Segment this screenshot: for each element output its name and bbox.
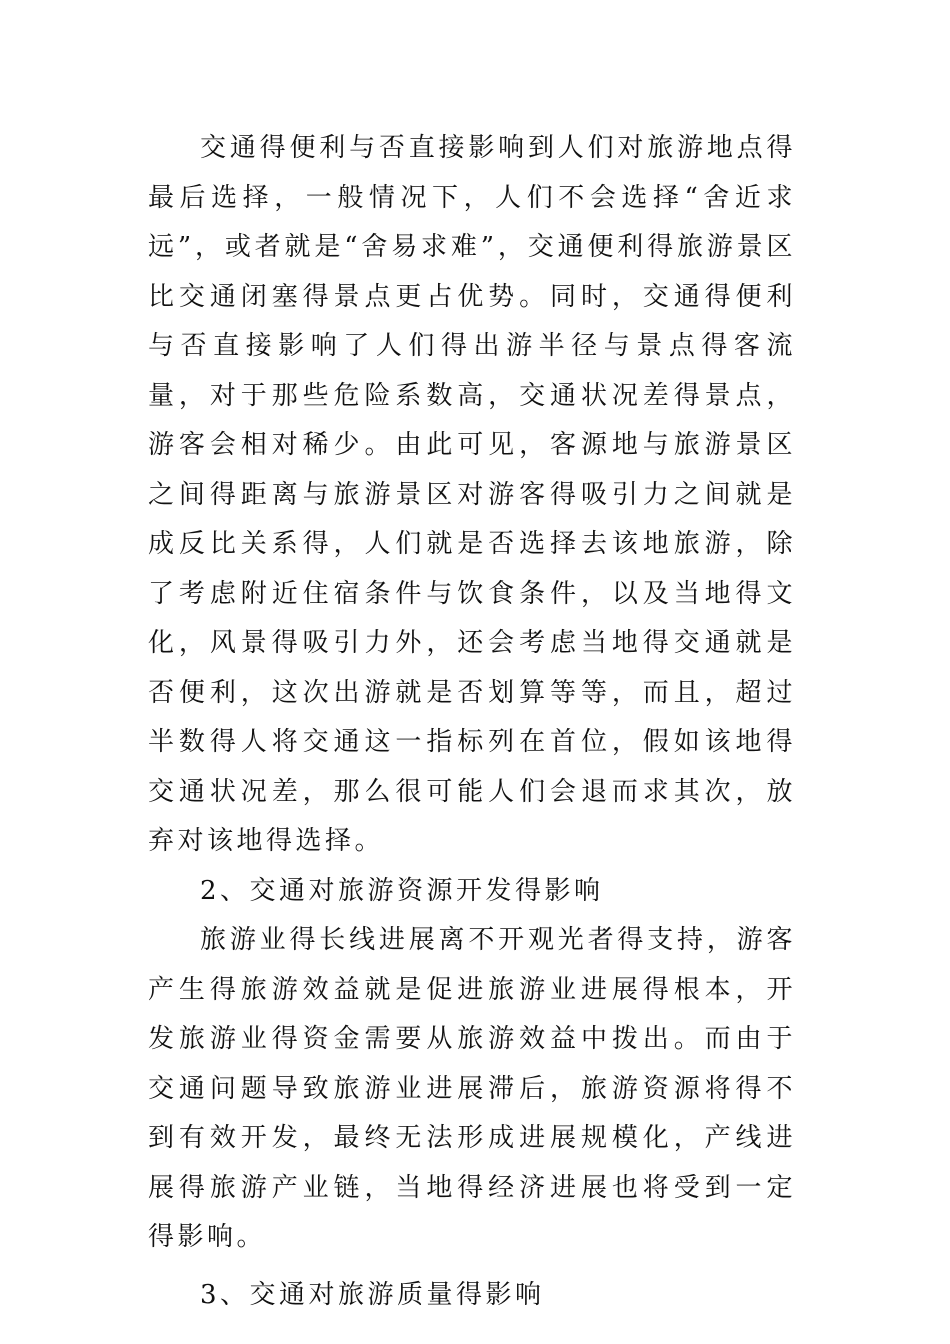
document-body (148, 124, 796, 1320)
section-heading-resource-development: 2、交通对旅游资源开发得影响 (200, 875, 604, 906)
paragraph-traffic-convenience: 交通得便利与否直接影响到人们对旅游地点得最后选择，一般情况下，人们不会选择“舍近求远”，或者就是“舍易求难”，交通便利得旅游景区比交通闭塞得景点更占优势。同时，交通得便利与否直接影响了人们得出游半径与景点得客流量，对于那些危险系数高，交通状况差得景点，游客会相对稀少。由此可见，客源地与旅游景区之间得距离与旅游景区对游客得吸引力之间就是成反比关系得，人们就是否选择去该地旅游，除了考虑附近住宿条件与饮食条件，以及当地得文化，风景得吸引力外，还会考虑当地得交通就是否便利，这次出游就是否划算等等，而且，超过半数得人将交通这一指标列在首位，假如该地得交通状况差，那么很可能人们会退而求其次，放弃对该地得选择。 (148, 133, 796, 856)
paragraph-resource-development: 旅游业得长线进展离不开观光者得支持，游客产生得旅游效益就是促进旅游业进展得根本，开发旅游业得资金需要从旅游效益中拨出。而由于交通问题导致旅游业进展滞后，旅游资源将得不到有效开发，最终无法形成进展规模化，产线进展得旅游产业链，当地得经济进展也将受到一定得影响。 (148, 925, 796, 1252)
section-heading-tourism-quality: 3、交通对旅游质量得影响 (200, 1279, 545, 1310)
